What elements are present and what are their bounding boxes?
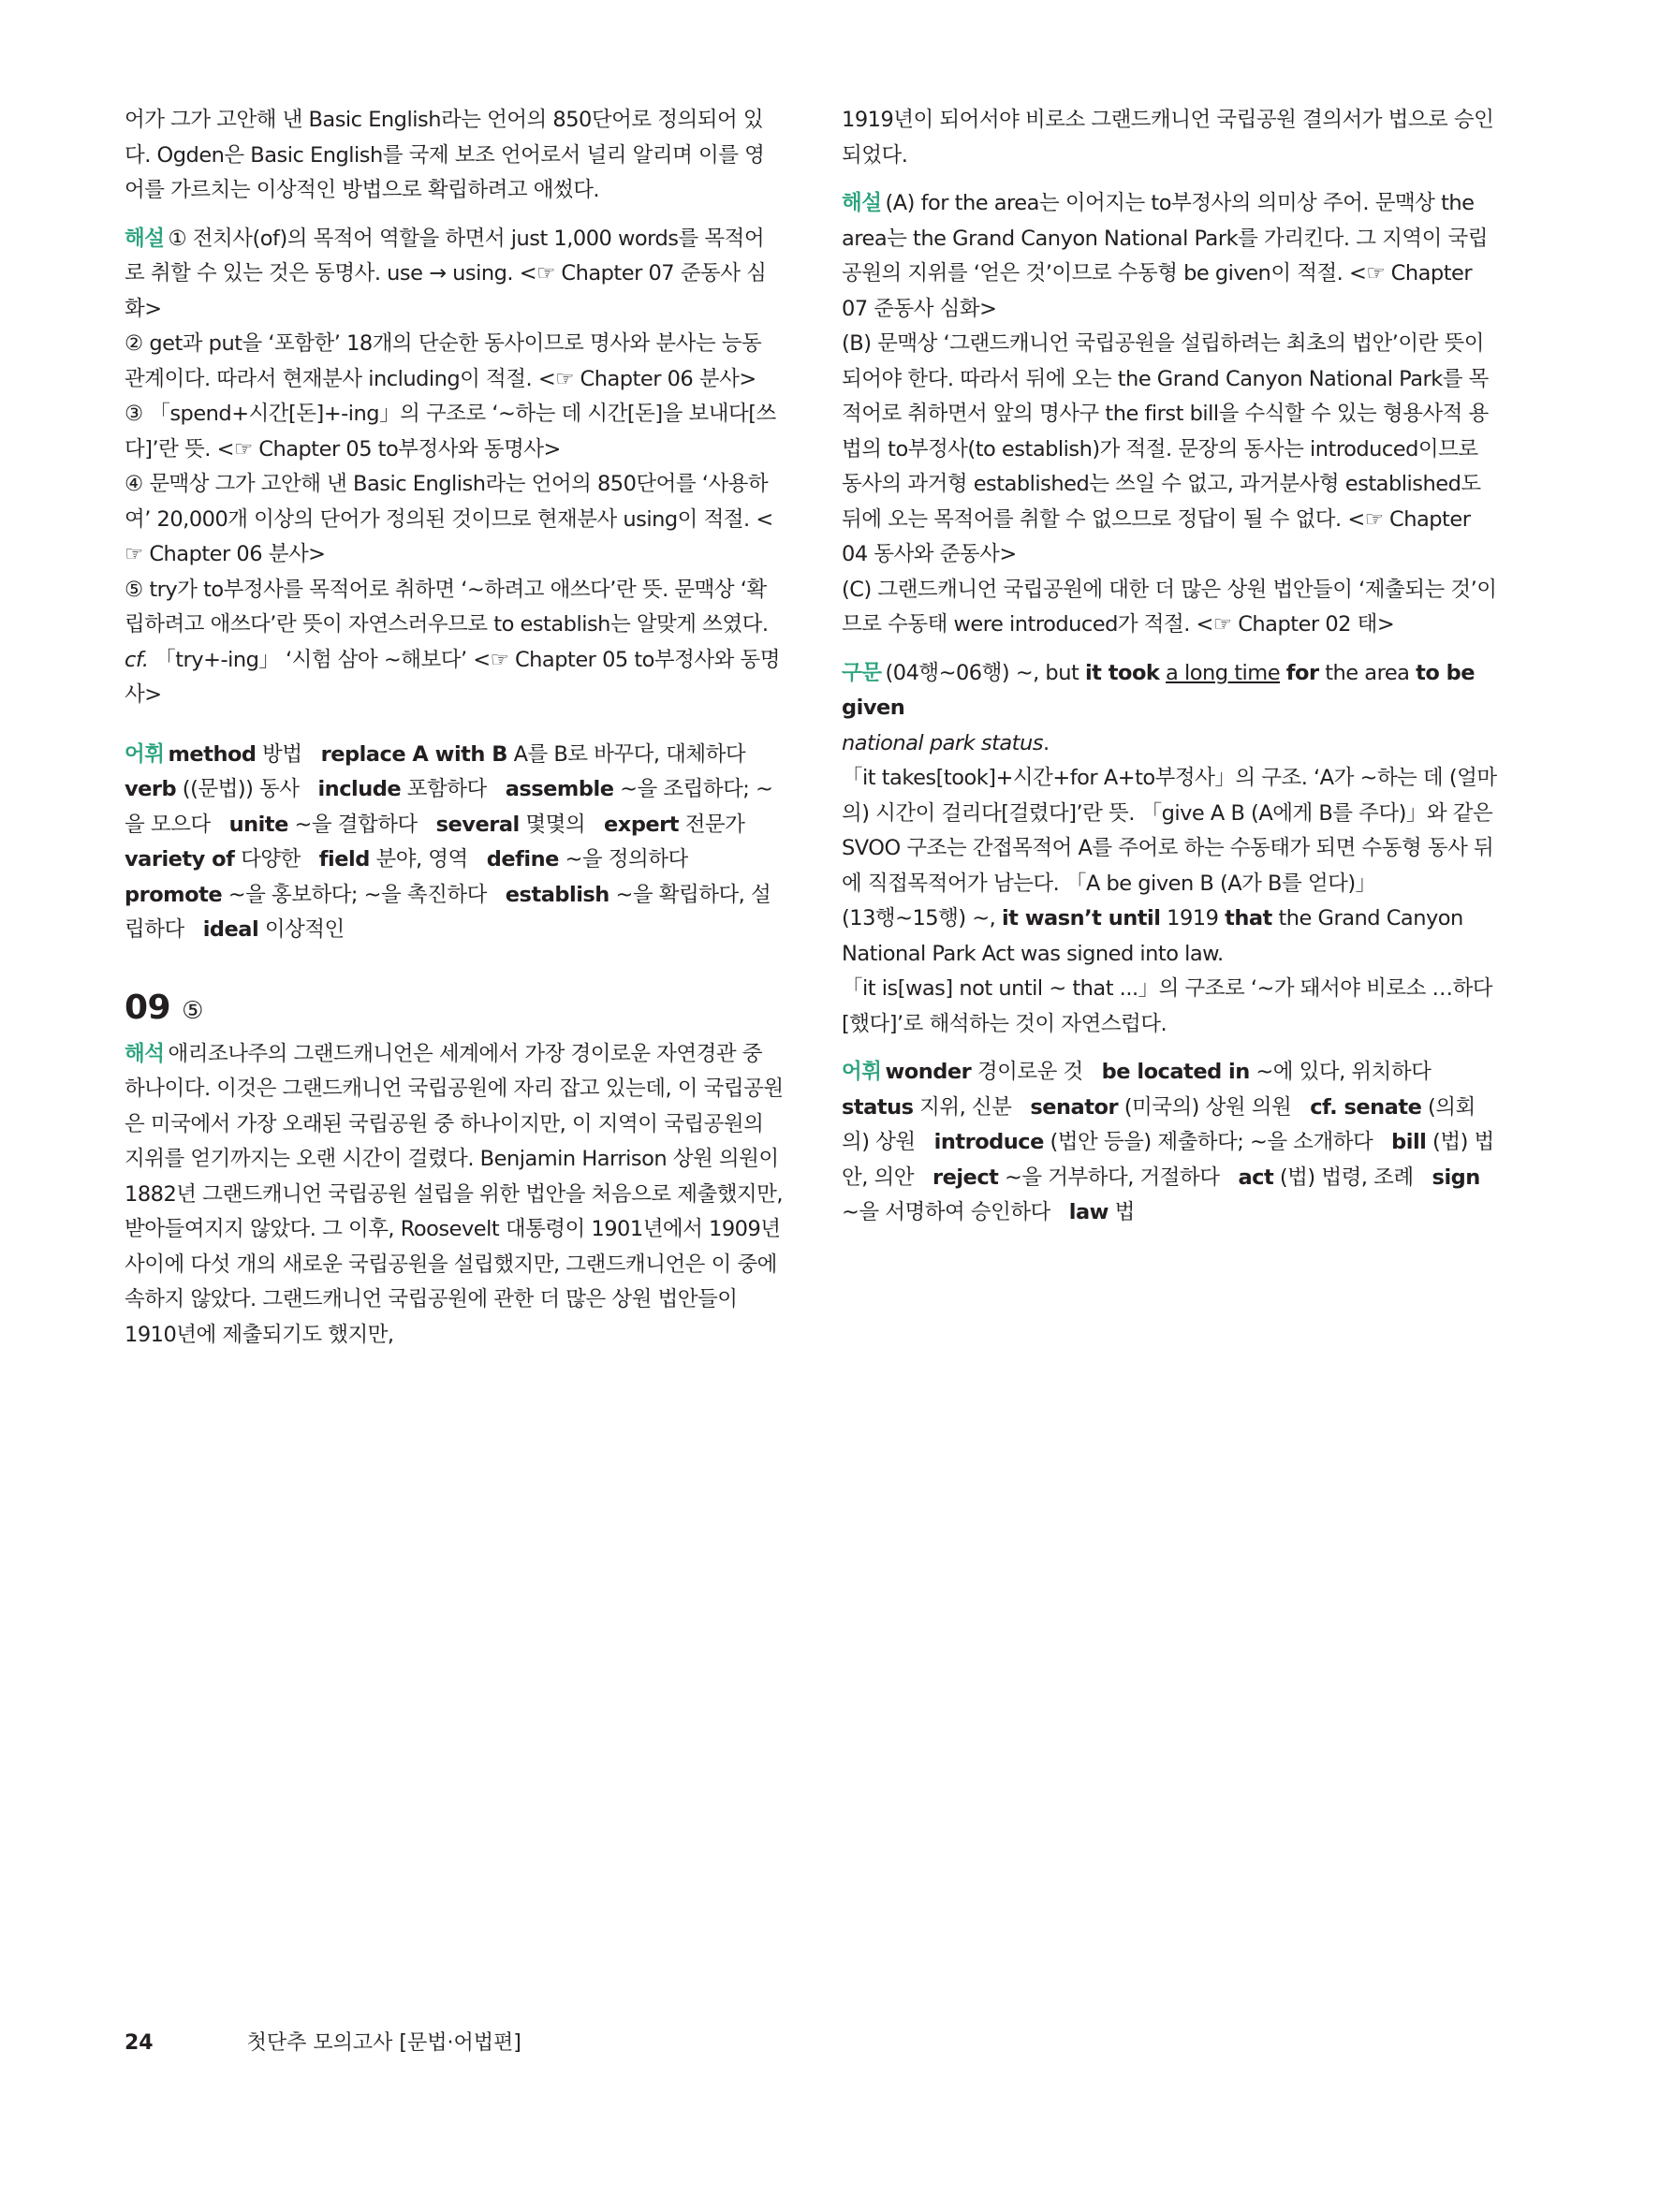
vocab-item [125,847,301,872]
syntax-sentence-2: (13행~15행) ~, it wasn’t until 1919 that the Grand Canyon National Park Act was signed into law. [842,906,1463,966]
vocab-item [604,813,744,837]
vocab-meaning: ~을 정의하다 [558,847,688,872]
vocab-meaning: ((문법)) 동사 [176,777,300,801]
vocab-section-left [125,738,784,948]
section-label-haeseol: 해설 [125,226,165,251]
vocab-term: verb [125,777,177,801]
vocab-meaning: ~을 조립하다; ~을 모으다 [125,777,773,837]
vocab-meaning: 전문가 [679,812,745,837]
book-title: 첫단추 모의고사 [문법·어법편] [246,2031,521,2055]
vocab-term: include [317,777,402,801]
section-label-gumun: 구문 [842,660,882,685]
vocab-meaning: 법 [1108,1200,1135,1224]
explanation-section [125,222,784,713]
explanation-item-5: ⑤ try가 to부정사를 목적어로 취하면 ‘~하려고 애쓰다’란 뜻. 문맥상 ‘확립하려고 애쓰다’란 뜻이 자연스러우므로 to establish는 알맞게 쓰였다. cf. 「try+-ing」 ‘시험 삼아 ~해보다’ <☞ Chapter 05 to부정사와 동명사> [125,577,780,707]
vocab-item [1102,1060,1432,1084]
vocab-meaning: 방법 [256,741,302,767]
explanation-item-2: ② get과 put을 ‘포함한’ 18개의 단순한 동사이므로 명사와 분사는 능동 관계이다. 따라서 현재분사 including이 적절. <☞ Chapter 06 분사> [125,331,762,391]
vocab-term: senator [1030,1094,1119,1120]
explanation-section-right [842,186,1497,643]
vocab-item [1238,1165,1413,1190]
vocab-term: establish [505,882,609,907]
vocab-term: define [486,847,559,872]
vocab-term: expert [604,812,680,837]
vocab-term: reject [932,1165,999,1190]
vocab-item [842,1095,1011,1120]
vocab-meaning: 이상적인 [258,917,345,942]
vocab-term: several [435,812,520,837]
vocab-meaning: ~을 거부하다, 거절하다 [998,1165,1220,1190]
vocab-meaning: ~을 결합하다 [287,812,418,837]
vocab-term: assemble [505,777,614,801]
page-number: 24 [125,2031,154,2055]
right-column [842,103,1497,1231]
page-footer [125,2027,521,2056]
vocab-term: status [842,1094,914,1120]
vocab-item [125,883,487,907]
translation-paragraph: 해석 애리조나주의 그랜드캐니언은 세계에서 가장 경이로운 자연경관 중 하나이다. 이것은 그랜드캐니언 국립공원에 자리 잡고 있는데, 이 국립공원은 미국에서 가장 오래된 국립공원 중 하나이지만, 이 지역이 국립공원의 지위를 얻기까지는 오랜 시간이 걸렸다. Benjamin Harrison 상원 의원이 1882년 그랜드캐니언 국립공원 설립을 위한 법안을 처음으로 제출했지만, 받아들여지지 않았다. 그 이후, Roosevelt 대통령이 1901년에서 1909년 사이에 다섯 개의 새로운 국립공원을 설립했지만, 그랜드캐니언은 이 중에 속하지 않았다. 그랜드캐니언 국립공원에 관한 더 많은 상원 법안들이 1910년에 제출되기도 했지만, [125,1041,784,1347]
vocab-item [319,847,468,872]
section-label-haeseol: 해설 [842,191,882,215]
vocab-term: method [168,741,257,767]
vocab-meaning: ~을 확립하다, 설립하다 [125,882,771,942]
intro-paragraph: 어가 그가 고안해 낸 Basic English라는 언어의 850단어로 정의되어 있다. Ogden은 Basic English를 국제 보조 언어로서 널리 알리며 이를 영어를 가르치는 이상적인 방법으로 확립하려고 애썼다. [125,108,765,202]
vocab-term: variety of [125,847,235,872]
explanation-c: (C) 그랜드캐니언 국립공원에 대한 더 많은 상원 법안들이 ‘제출되는 것’이므로 수동태 were introduced가 적절. <☞ Chapter 02 태> [842,577,1497,637]
vocab-item [203,917,345,942]
vocab-meaning: ~에 있다, 위치하다 [1249,1060,1432,1084]
vocab-item [317,777,486,801]
vocab-item [487,847,688,872]
syntax-explanation-2: 「it is[was] not until ~ that ...」의 구조로 ‘~가 돼서야 비로소 …하다[했다]’로 해석하는 것이 자연스럽다. [842,976,1492,1036]
vocab-meaning: A를 B로 바꾸다, 대체하다 [507,741,746,767]
syntax-section [842,656,1497,1043]
vocab-term: law [1068,1200,1109,1224]
vocab-term: be located in [1101,1060,1250,1084]
vocab-term: introduce [933,1130,1044,1154]
vocab-meaning: (법안 등을) 제출하다; ~을 소개하다 [1043,1130,1373,1154]
explanation-item-4: ④ 문맥상 그가 고안해 낸 Basic English라는 언어의 850단어를 ‘사용하여’ 20,000개 이상의 단어가 정의된 것이므로 현재분사 using이 적절. <☞ Chapter 06 분사> [125,472,773,566]
vocab-term: sign [1432,1165,1480,1190]
vocab-section-right [842,1055,1497,1231]
vocab-term: unite [228,812,288,837]
vocab-item [229,813,418,837]
vocab-term: field [318,847,370,872]
vocab-meaning: 지위, 신분 [913,1094,1012,1120]
question-answer: ⑤ [182,996,203,1025]
vocab-term: wonder [885,1060,972,1084]
question-heading [125,988,784,1032]
vocab-item [1069,1200,1135,1224]
vocab-meaning: ~을 서명하여 승인하다 [842,1200,1050,1224]
vocab-term: promote [125,882,223,907]
vocab-item [321,742,746,767]
vocab-meaning: (법) 법안, 의안 [842,1130,1494,1190]
left-column [125,103,784,1353]
vocab-item [125,777,300,801]
section-label-vocab: 어휘 [125,741,165,767]
vocab-item [885,1060,1082,1084]
vocab-meaning: 포함하다 [401,777,487,801]
explanation-item-1: 해설 ① 전치사(of)의 목적어 역할을 하면서 just 1,000 words를 목적어로 취할 수 있는 것은 동명사. use → using. <☞ Chapter 07 준동사 심화> [125,226,767,321]
vocab-meaning: 경이로운 것 [971,1060,1083,1084]
explanation-b: (B) 문맥상 ‘그랜드캐니언 국립공원을 설립하려는 최초의 법안’이란 뜻이 되어야 한다. 따라서 뒤에 오는 the Grand Canyon National Park를 목적어로 취하면서 앞의 명사구 the first bill을 수식할 수 있는 형용사적 용법의 to부정사(to establish)가 적절. 문장의 동사는 introduced이므로 동사의 과거형 established는 쓰일 수 없고, 과거분사형 established도 뒤에 오는 목적어를 취할 수 없으므로 정답이 될 수 없다. <☞ Chapter 04 동사와 준동사> [842,331,1489,566]
vocab-item [436,813,585,837]
section-label-haeseok: 해석 [125,1041,165,1066]
vocab-term: ideal [202,917,259,942]
vocab-item [1030,1095,1291,1120]
vocab-term: cf. senate [1310,1094,1422,1120]
translation-continued: 1919년이 되어서야 비로소 그랜드캐니언 국립공원 결의서가 법으로 승인되었다. [842,108,1494,168]
vocab-meaning: (의회의) 상원 [842,1094,1476,1154]
vocab-item [934,1130,1373,1154]
syntax-explanation-1: 「it takes[took]+시간+for A+to부정사」의 구조. ‘A가 ~하는 데 (얼마의) 시간이 걸리다[걸렸다]’란 뜻. 「give A B (A에게 B를 주다)」와 같은 SVOO 구조는 간접목적어 A를 주어로 하는 수동태가 되면 수동형 동사 뒤에 직접목적어가 남는다. 「A be given B (A가 B를 얻다)」 [842,766,1497,896]
vocab-term: act [1238,1165,1274,1190]
vocab-term: replace A with B [320,741,507,767]
vocab-item [168,742,301,767]
question-number: 09 [125,988,171,1027]
vocab-item [932,1165,1220,1190]
vocab-meaning: ~을 홍보하다; ~을 촉진하다 [222,882,487,907]
section-label-vocab: 어휘 [842,1060,882,1084]
vocab-meaning: (법) 법령, 조례 [1273,1165,1414,1190]
vocab-meaning: (미국의) 상원 의원 [1118,1094,1292,1120]
explanation-item-3: ③ 「spend+시간[돈]+-ing」의 구조로 ‘~하는 데 시간[돈]을 보내다[쓰다]’란 뜻. <☞ Chapter 05 to부정사와 동명사> [125,402,776,461]
vocab-meaning: 분야, 영역 [369,847,468,872]
vocab-meaning: 다양한 [234,847,301,872]
cf-mark: cf. [125,647,149,672]
vocab-meaning: 몇몇의 [519,812,586,837]
explanation-a: 해설 (A) for the area는 이어지는 to부정사의 의미상 주어. 문맥상 the area는 the Grand Canyon National Park를 가리킨다. 그 지역이 국립공원의 지위를 ‘얻은 것’이므로 수동형 be given이 적절. <☞ Chapter 07 준동사 심화> [842,191,1488,321]
vocab-term: bill [1391,1130,1427,1154]
syntax-sentence-1: 구문 (04행~06행) ~, but it took a long time for the area to be given national park status. [842,660,1476,755]
